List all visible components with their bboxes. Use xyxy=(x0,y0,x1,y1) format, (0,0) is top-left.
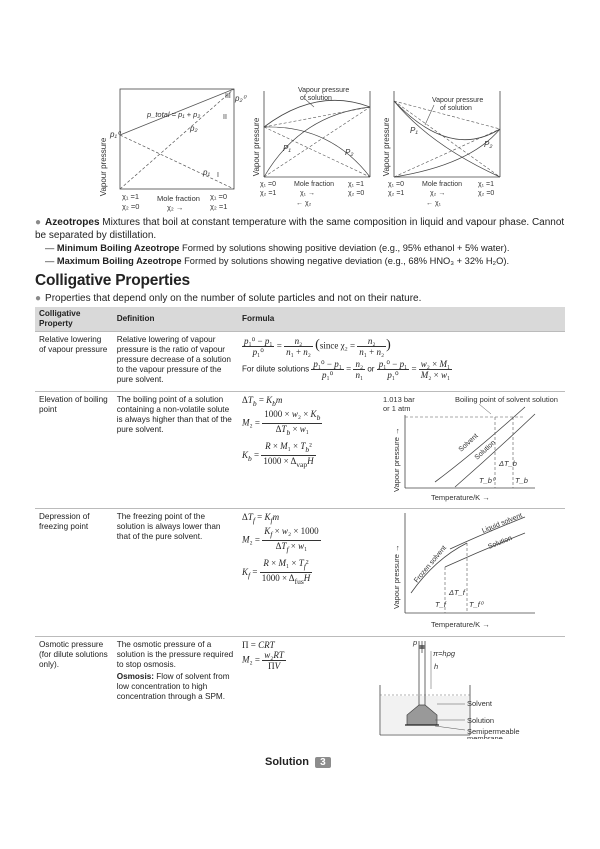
g1-x-right-a: χ₁ =0 xyxy=(210,192,228,201)
row2-formula xyxy=(238,392,375,509)
row2-graph-cell xyxy=(375,392,565,509)
row3-graph-cell xyxy=(375,509,565,637)
g3-x-right-a: χ₁ =1 xyxy=(478,181,494,188)
g1-x-mid: Mole fraction xyxy=(157,194,200,203)
max-azeotrope-text: Formed by solutions showing negative deviation (e.g., 68% HNO₃ + 32% H₂O). xyxy=(181,256,510,266)
table-row xyxy=(35,509,565,637)
fp-delta-label: ΔT_f xyxy=(449,588,465,597)
or-label: or xyxy=(367,364,375,374)
g2-p1-label: P₁ xyxy=(283,144,291,153)
osm-membrane-label-2: membrane xyxy=(467,734,503,739)
row3-definition: The freezing point of the solution is always lower than that of the pure solvent. xyxy=(113,509,238,637)
row2-definition: The boiling point of a solution containing a non-volatile solute is always higher than that of the pure solvent. xyxy=(113,392,238,509)
azeotropes-bullet xyxy=(35,216,565,242)
bp-atm-label-2: or 1 atm xyxy=(383,404,411,413)
fp-tf-label: T_f xyxy=(435,600,446,609)
intro-bullet xyxy=(35,292,565,305)
bp-atm-label-1: 1.013 bar xyxy=(383,395,415,404)
bp-tb0-label: T_b⁰ xyxy=(479,476,495,485)
row1-property: Relative lowering of vapour pressure xyxy=(35,332,113,392)
g3-x-left-a: χ₁ =0 xyxy=(388,181,404,188)
g1-roman-2: II xyxy=(223,114,227,121)
bp-solution-label: Solution xyxy=(473,439,498,462)
pi-formula: Π = CRT xyxy=(242,640,275,650)
osm-solution-label: Solution xyxy=(467,716,495,725)
osm-h-label: h xyxy=(434,662,439,671)
footer-title: Solution xyxy=(265,756,309,768)
m2-boiling-formula: M₂ = $\frac{1000 \times w_2 \times K_b}{\Delta T_b \times w_1}$ xyxy=(242,408,321,437)
g2-x-mid-c: ← χ₂ xyxy=(296,200,312,207)
azeotropes-term: Azeotropes xyxy=(45,217,100,228)
fp-yaxis-label: Vapour pressure → xyxy=(392,544,401,609)
osmosis-apparatus xyxy=(375,637,565,739)
g2-callout-2: of solution xyxy=(300,95,332,102)
row4-formula xyxy=(238,637,375,743)
g3-x-mid-b: χ₂ → xyxy=(430,190,446,197)
g3-x-mid-c: ← χ₁ xyxy=(426,200,441,207)
g1-x-left-b: χ₂ =0 xyxy=(122,202,140,211)
page-number: 3 xyxy=(315,757,331,768)
rlvp-formula: $\frac{\text{p₁⁰ − p₁}}{\text{p₁⁰}}$ = $\frac{\text{n₂}}{\text{n₁ + n₂}}$ (since χ₂ = $\frac{\text{n₂}}{\text{n₁ + n₂}}$ ) xyxy=(244,336,391,357)
row4-property: Osmotic pressure (for dilute solutions only). xyxy=(35,637,113,743)
max-azeotrope: — Maximum Boiling Azeotrope Formed by solutions showing negative deviation (e.g., 68% HNO₃ + 32% H₂O). xyxy=(45,256,510,266)
bp-tb-label: T_b xyxy=(515,476,528,485)
row4-graph-cell xyxy=(375,637,565,743)
kb-formula: $K_b$ = $\frac{R \times M_1 \times T_b^2}{1000 \times \Delta_{vap}H}$ xyxy=(242,441,314,469)
g2-x-left-a: χ₁ =0 xyxy=(260,181,276,188)
azeotropes-text: Mixtures that boil at constant temperature with the same composition in liquid and vapour phase. Cannot be separated by distillation. xyxy=(35,217,565,241)
g3-x-left-b: χ₂ =1 xyxy=(388,190,405,197)
osmosis-note xyxy=(117,672,234,702)
page-footer xyxy=(265,756,331,768)
g2-x-right-b: χ₂ =0 xyxy=(348,190,365,197)
kf-formula: $K_f$ = $\frac{R \times M_1 \times T_f^2}{1000 \times \Delta_{fus}H}$ xyxy=(242,558,311,586)
fp-liquid-label: Liquid solvent xyxy=(481,512,524,535)
colligative-table xyxy=(35,307,565,742)
header-definition: Definition xyxy=(113,307,238,332)
row4-definition-cell xyxy=(113,637,238,743)
section-title: Colligative Properties xyxy=(35,272,190,289)
freezing-point-graph xyxy=(375,509,565,633)
header-formula: Formula xyxy=(238,307,565,332)
g2-x-mid: Mole fraction xyxy=(294,181,335,188)
intro-text: Properties that depend only on the number of solute particles and not on their nature. xyxy=(45,293,422,304)
graph-positive-deviation xyxy=(250,85,380,215)
g1-p1-top-label: p₁⁰ xyxy=(110,130,121,139)
bp-solvent-label: Solvent xyxy=(457,432,480,454)
g1-x-mid-b: χ₂ → xyxy=(167,203,184,212)
bp-title: Boiling point of solvent solution xyxy=(455,395,558,404)
g1-p2-top-label: p₂⁰ xyxy=(235,94,246,103)
g1-p1-label: p₁ xyxy=(203,168,210,177)
g3-callout-1: Vapour pressure xyxy=(432,97,484,104)
header-property: Colligative Property xyxy=(35,307,113,332)
g2-yaxis-label: Vapour pressure xyxy=(252,117,261,177)
row4-definition: The osmotic pressure of a solution is the pressure required to stop osmosis. xyxy=(116,640,234,669)
g2-x-mid-b: χ₁ → xyxy=(300,190,315,197)
fp-frozen-label: Frozen solvent xyxy=(413,544,449,585)
g1-roman-1: I xyxy=(217,172,219,179)
osmosis-term: Osmosis: xyxy=(116,672,155,681)
max-azeotrope-term: Maximum Boiling Azeotrope xyxy=(56,256,182,266)
m2-freezing-formula: M₂ = $\frac{K_f \times w_2 \times 1000}{\Delta T_f \times w_1}$ xyxy=(242,525,319,554)
row1-definition: Relative lowering of vapour pressure is the ratio of vapour pressure decrease of a solution to the vapour pressure of the pure solvent. xyxy=(113,332,238,392)
g3-yaxis-label: Vapour pressure xyxy=(382,117,391,177)
row3-formula xyxy=(238,509,375,637)
min-azeotrope-text: Formed by solutions showing positive deviation (e.g., 95% ethanol + 5% water). xyxy=(179,243,510,253)
min-azeotrope: — Minimum Boiling Azeotrope Formed by solutions showing positive deviation (e.g., 95% ethanol + 5% water). xyxy=(45,243,510,253)
osm-p-label: p xyxy=(413,638,418,647)
table-row xyxy=(35,392,565,509)
row3-property: Depression of freezing point xyxy=(35,509,113,637)
boiling-point-graph xyxy=(375,392,565,504)
g1-yaxis-label: Vapour pressure xyxy=(99,137,108,197)
table-row xyxy=(35,332,565,392)
g2-x-right-a: χ₁ =1 xyxy=(348,181,364,188)
row1-formula xyxy=(238,332,565,392)
osm-solvent-label: Solvent xyxy=(467,699,493,708)
g2-x-left-b: χ₂ =1 xyxy=(260,190,277,197)
table-header-row xyxy=(35,307,565,332)
fp-tf0-label: T_f⁰ xyxy=(469,600,483,609)
table-row xyxy=(35,637,565,743)
fp-solution-label: Solution xyxy=(487,534,514,551)
min-azeotrope-term: Minimum Boiling Azeotrope xyxy=(56,243,180,253)
bp-delta-label: ΔT_b xyxy=(499,459,517,468)
osm-pi-label: π=hρg xyxy=(433,649,456,658)
bullet-dot: ● xyxy=(35,293,42,304)
dtf-formula: $\Delta T_f = K_fm$ xyxy=(242,512,280,525)
m2-osmotic-formula: M₂ = $\frac{\text{w₂RT}}{\Pi V}$ xyxy=(242,650,284,671)
fp-xaxis-label: Temperature/K → xyxy=(431,620,490,629)
row2-property: Elevation of boiling point xyxy=(35,392,113,509)
g3-p1-label: P₁ xyxy=(410,126,418,135)
dtb-formula: $\Delta T_b = K_bm$ xyxy=(242,395,283,408)
bullet-dot: ● xyxy=(35,217,42,228)
dilute-label: For dilute solutions xyxy=(242,364,310,374)
g1-ptotal-label: p_total = p₁ + p₂ xyxy=(147,110,201,119)
graph-ideal-solution xyxy=(95,85,250,215)
g3-callout-2: of solution xyxy=(440,105,472,112)
g3-p2-label: P₂ xyxy=(484,140,493,149)
g3-x-mid: Mole fraction xyxy=(422,181,463,188)
dilute-formula: For dilute solutions $\frac{\text{p₁⁰ − p₁}}{\text{p₁⁰}}$ = $\frac{\text{n₂}}{\text{n₁}}$ or $\frac{\text{p₁⁰ − p₁}}{\text{p₁⁰}}$ = $\frac{\text{w₂ × M₁}}{\text{M₂ × w₁}}$ xyxy=(242,359,451,380)
g1-x-right-b: χ₂ =1 xyxy=(210,202,228,211)
osmosis-text: Flow of solvent from low concentration to high concentration through a SPM. xyxy=(116,672,230,701)
g1-p2-label: p₂ xyxy=(190,124,198,133)
g2-callout-1: Vapour pressure xyxy=(298,87,350,94)
bp-xaxis-label: Temperature/K → xyxy=(431,493,490,502)
g1-x-left-a: χ₁ =1 xyxy=(122,192,140,201)
osm-membrane-label-1: Semipermeable xyxy=(467,727,520,736)
g3-x-right-b: χ₂ =0 xyxy=(478,190,495,197)
graph-negative-deviation xyxy=(380,85,510,215)
bp-yaxis-label: Vapour pressure → xyxy=(392,427,401,492)
g1-roman-3: III xyxy=(225,93,231,100)
since-label: since χ₂ = xyxy=(319,340,356,351)
g2-p2-label: P₂ xyxy=(345,148,354,157)
